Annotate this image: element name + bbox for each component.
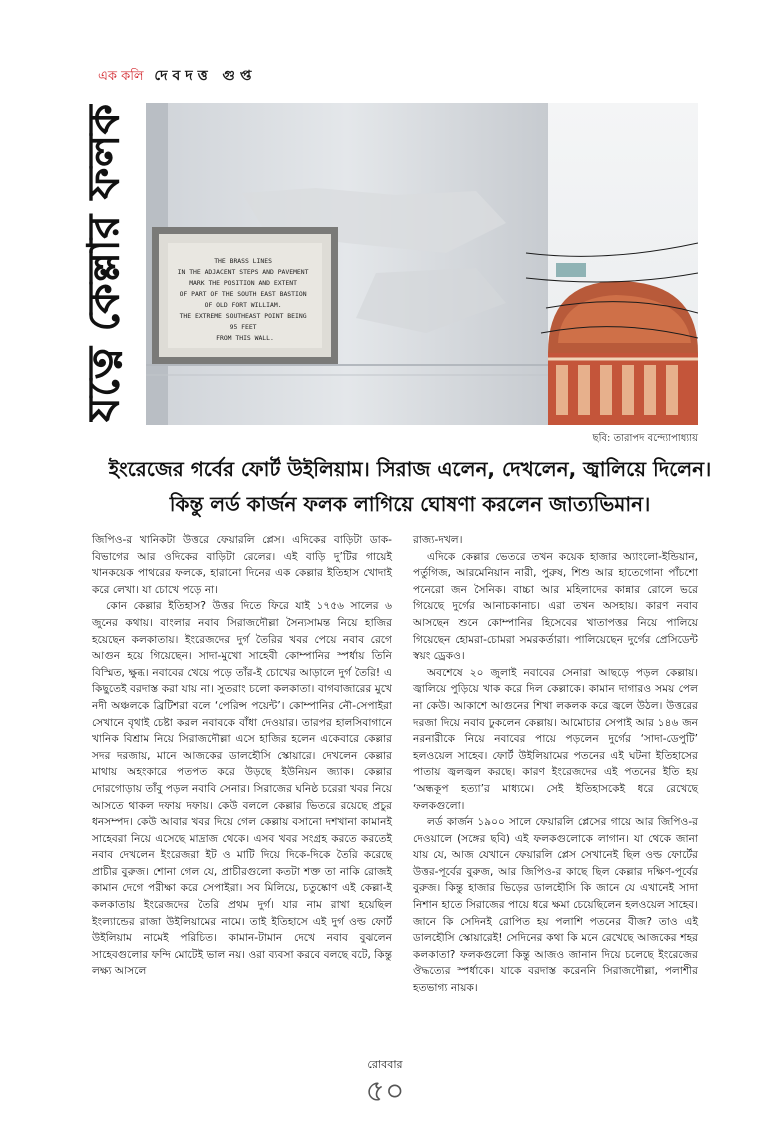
standfirst: ইংরেজের গর্বের ফোর্ট উইলিয়াম। সিরাজ এলেন, দেখলেন, জ্বালিয়ে দিলেন। কিন্তু লর্ড কার্জন ফলক লাগিয়ে ঘোষণা করলেন জাত্যভিমান। <box>108 457 712 516</box>
magazine-name: রোববার <box>367 1058 403 1071</box>
article-title: যত্নে কেল্লার ফলক <box>78 104 130 422</box>
body-column-left <box>92 532 392 980</box>
plaque-line: OF PART OF THE SOUTH EAST BASTION <box>179 290 307 298</box>
photo-illustration <box>146 103 698 425</box>
body-column-right <box>413 532 698 997</box>
paragraph: কোন কেল্লার ইতিহাস? উত্তর দিতে ফিরে যাই ১৭৫৬ সালের ৬ জুনের কথায়। বাংলার নবাব সিরাজদৌল্লা সৈন্যসামন্ত নিয়ে হাজির হয়েছেন কলকাতায়। ইংরেজদের দুর্গ তৈরির খবর পেয়ে নবাব রেগে আগুন হয়ে গিয়েছেন। সাদা-মুখো সাহেবী কোম্পানির স্পর্ধায় তিনি বিস্মিত, ক্ষুব্ধ। নবাবের খেয়ে পড়ে তাঁর-ই চোখের আড়ালে দুর্গ তৈরি! এ কিছুতেই বরদাস্ত করা যায় না। সুতরাং চলো কলকাতা। বাগবাজারের মুখে নদী অঞ্চলকে ব্রিটিশরা বলে ‘পেরিন্স পয়েন্ট’। কোম্পানির নৌ-সেপাইরা সেখানে বৃথাই চেষ্টা করল নবাবকে বাঁধা দেওয়ার। তারপর হালসিবাগানে খানিক বিশ্রাম নিয়ে সিরাজদৌল্লা এসে হাজির হলেন একেবারে কেল্লার সদর দরজায়, মানে আজকের ডালহৌসি স্কোয়ারে। দেখলেন কেল্লার মাথায় অহংকারে পতপত করে উড়ছে ইউনিয়ন জ্যাক। কেল্লার দোরগোড়ায় তাঁবু পড়ল নবাবি সেনার। সিরাজের ঘনিষ্ঠ চরেরা খবর নিয়ে আসতে থাকল দফায় দফায়। কেউ বললে কেল্লার ভিতরে রয়েছে প্রচুর ধনসম্পদ। কেউ আবার খবর দিয়ে গেল কেল্লায় বসানো দশখানা কামানই সাহেবরা নিয়ে এসেছে মাদ্রাজ থেকে। এসব খবর সংগ্রহ করতে করতেই নবাব দেখলেন ইংরেজরা ইট ও মাটি দিয়ে দিকে-দিকে তৈরি করেছে প্রাচীর বুরুজ। শোনা গেল যে, প্রাচীরগুলো কতটা শক্ত তা নাকি রোজই কামান দেগে পরীক্ষা করে সেপাইরা। সব মিলিয়ে, চতুষ্কোণ এই কেল্লা-ই কলকাতায় ইংরেজদের তৈরি প্রথম দুর্গ। যার নাম রাখা হয়েছিল ইংল্যান্ডের রাজা উইলিয়ামের নামে। তাই ইতিহাসে এই দুর্গ ওল্ড ফোর্ট উইলিয়াম নামেই পরিচিত। কামান-টামান দেখে নবাব বুঝলেন সাহেবগুলোর ফন্দি মোটেই ভাল নয়। ওরা ব্যবসা করবে বলছে বটে, কিন্তু লক্ষ্য আসলে <box>92 600 392 978</box>
vertical-title <box>78 104 136 422</box>
photo-credit: ছবি: তারাপদ বন্দ্যোপাধ্যায় <box>592 433 698 444</box>
paragraph: এদিকে কেল্লার ভেতরে তখন কয়েক হাজার অ্যাংলো-ইন্ডিয়ান, পর্তুগিজ, আরমেনিয়ান নারী, পুরুষ, শিশু আর হাতেগোনা পাঁচশো পনেরো জন সৈনিক। বাচ্চা আর মহিলাদের কান্নার রোলে ভরে গিয়েছে দুর্গের আনাচকানাচ। এরা তখন অসহায়। কারণ নবাব আসছেন শুনে কোম্পানির হিসেবের খাতাপত্তর নিয়ে পালিয়ে গিয়েছেন হোমরা-চোমরা সমরকর্তারা। পালিয়েছেন দুর্গের প্রেসিডেন্ট স্বয়ং ড্রেকও। <box>413 550 698 663</box>
plaque-line: THE EXTREME SOUTHEAST POINT BEING <box>179 312 307 320</box>
paragraph: অবশেষে ২০ জুলাই নবাবের সেনারা আছড়ে পড়ল কেল্লায়। জ্বালিয়ে পুড়িয়ে খাক করে দিল কেল্লাকে। কামান দাগারও সময় পেল না কেউ। আকাশে আগুনের শিখা লকলক করে জ্বলে উঠল। উত্তরের দরজা দিয়ে নবাব ঢুকলেন কেল্লায়। আমোচার সেপাই আর ১৪৬ জন নরনারীকে নিয়ে নবাবের পায়ে পড়লেন দুর্গের ‘সাদা-ডেপুটি’ হলওয়েল সাহেব। ফোর্ট উইলিয়ামের পতনের এই ঘটনা ইতিহাসের পাতায় জ্বলজ্বল করছে। কারণ ইংরেজদের এই পতনের ইতি হয় ‘অন্ধকূপ হত্যা’র মাধ্যমে। সেই ইতিহাসকেই ধরে রেখেছে ফলকগুলো। <box>413 666 698 812</box>
column-header <box>98 64 256 88</box>
author-name: দেবদত্ত গুপ্ত <box>154 68 257 84</box>
article-photo <box>146 103 698 425</box>
plaque-line: THE BRASS LINES <box>214 257 272 265</box>
plaque-line: OF OLD FORT WILLIAM. <box>204 301 282 309</box>
column-name: এক কলি <box>98 69 144 84</box>
plaque-line: IN THE ADJACENT STEPS AND PAVEMENT <box>177 268 309 276</box>
page-number: ৫০ <box>365 1074 405 1109</box>
page-footer <box>0 1056 770 1109</box>
plaque-line: MARK THE POSITION AND EXTENT <box>189 279 297 287</box>
plaque-line: 95 FEET <box>229 323 257 331</box>
paragraph: জিপিও-র খানিকটা উত্তরে ফেয়ারলি প্লেস। এদিকের বাড়িটা ডাক-বিভাগের আর ওদিকের বাড়িটা রেলের। এই বাড়ি দু’টির গায়েই খানকয়েক পাথরের ফলকে, হারানো দিনের এক কেল্লার ইতিহাস খোদাই করে লেখা। যা চোখে পড়ে না। <box>92 534 392 596</box>
paragraph: রাজ্য-দখল। <box>413 534 463 546</box>
paragraph: লর্ড কার্জন ১৯০০ সালে ফেয়ারলি প্লেসের গায়ে আর জিপিও-র দেওয়ালে (সঙ্গের ছবি) এই ফলকগুলোকে লাগান। যা থেকে জানা যায় যে, আজ যেখানে ফেয়ারলি প্লেস সেখানেই ছিল ওল্ড ফোর্টের উত্তর-পূর্বের বুরুজ, আর জিপিও-র কাছে ছিল কেল্লার দক্ষিণ-পূর্বের বুরুজ। কিন্তু হাজার ভিড়ের ডালহৌসি কি জানে যে এখানেই সাদা নিশান হাতে সিরাজের পায়ে ধরে ক্ষমা চেয়েছিলেন হলওয়েল সাহেব। জানে কি সেদিনই রোপিত হয় পলাশি পতনের বীজ? তাও এই ডালহৌসি স্কোয়ারেই! সেদিনের কথা কি মনে রেখেছে আজকের শহর কলকাতা? ফলকগুলো কিন্তু আজও জানান দিয়ে চলেছে ইংরেজের ঔদ্ধত্যের স্পর্ধাকে। যাকে বরদাস্ত করেননি সিরাজদৌল্লা, পলাশীর হতভাগ্য নায়ক। <box>413 816 698 995</box>
plaque-line: FROM THIS WALL. <box>216 334 274 342</box>
